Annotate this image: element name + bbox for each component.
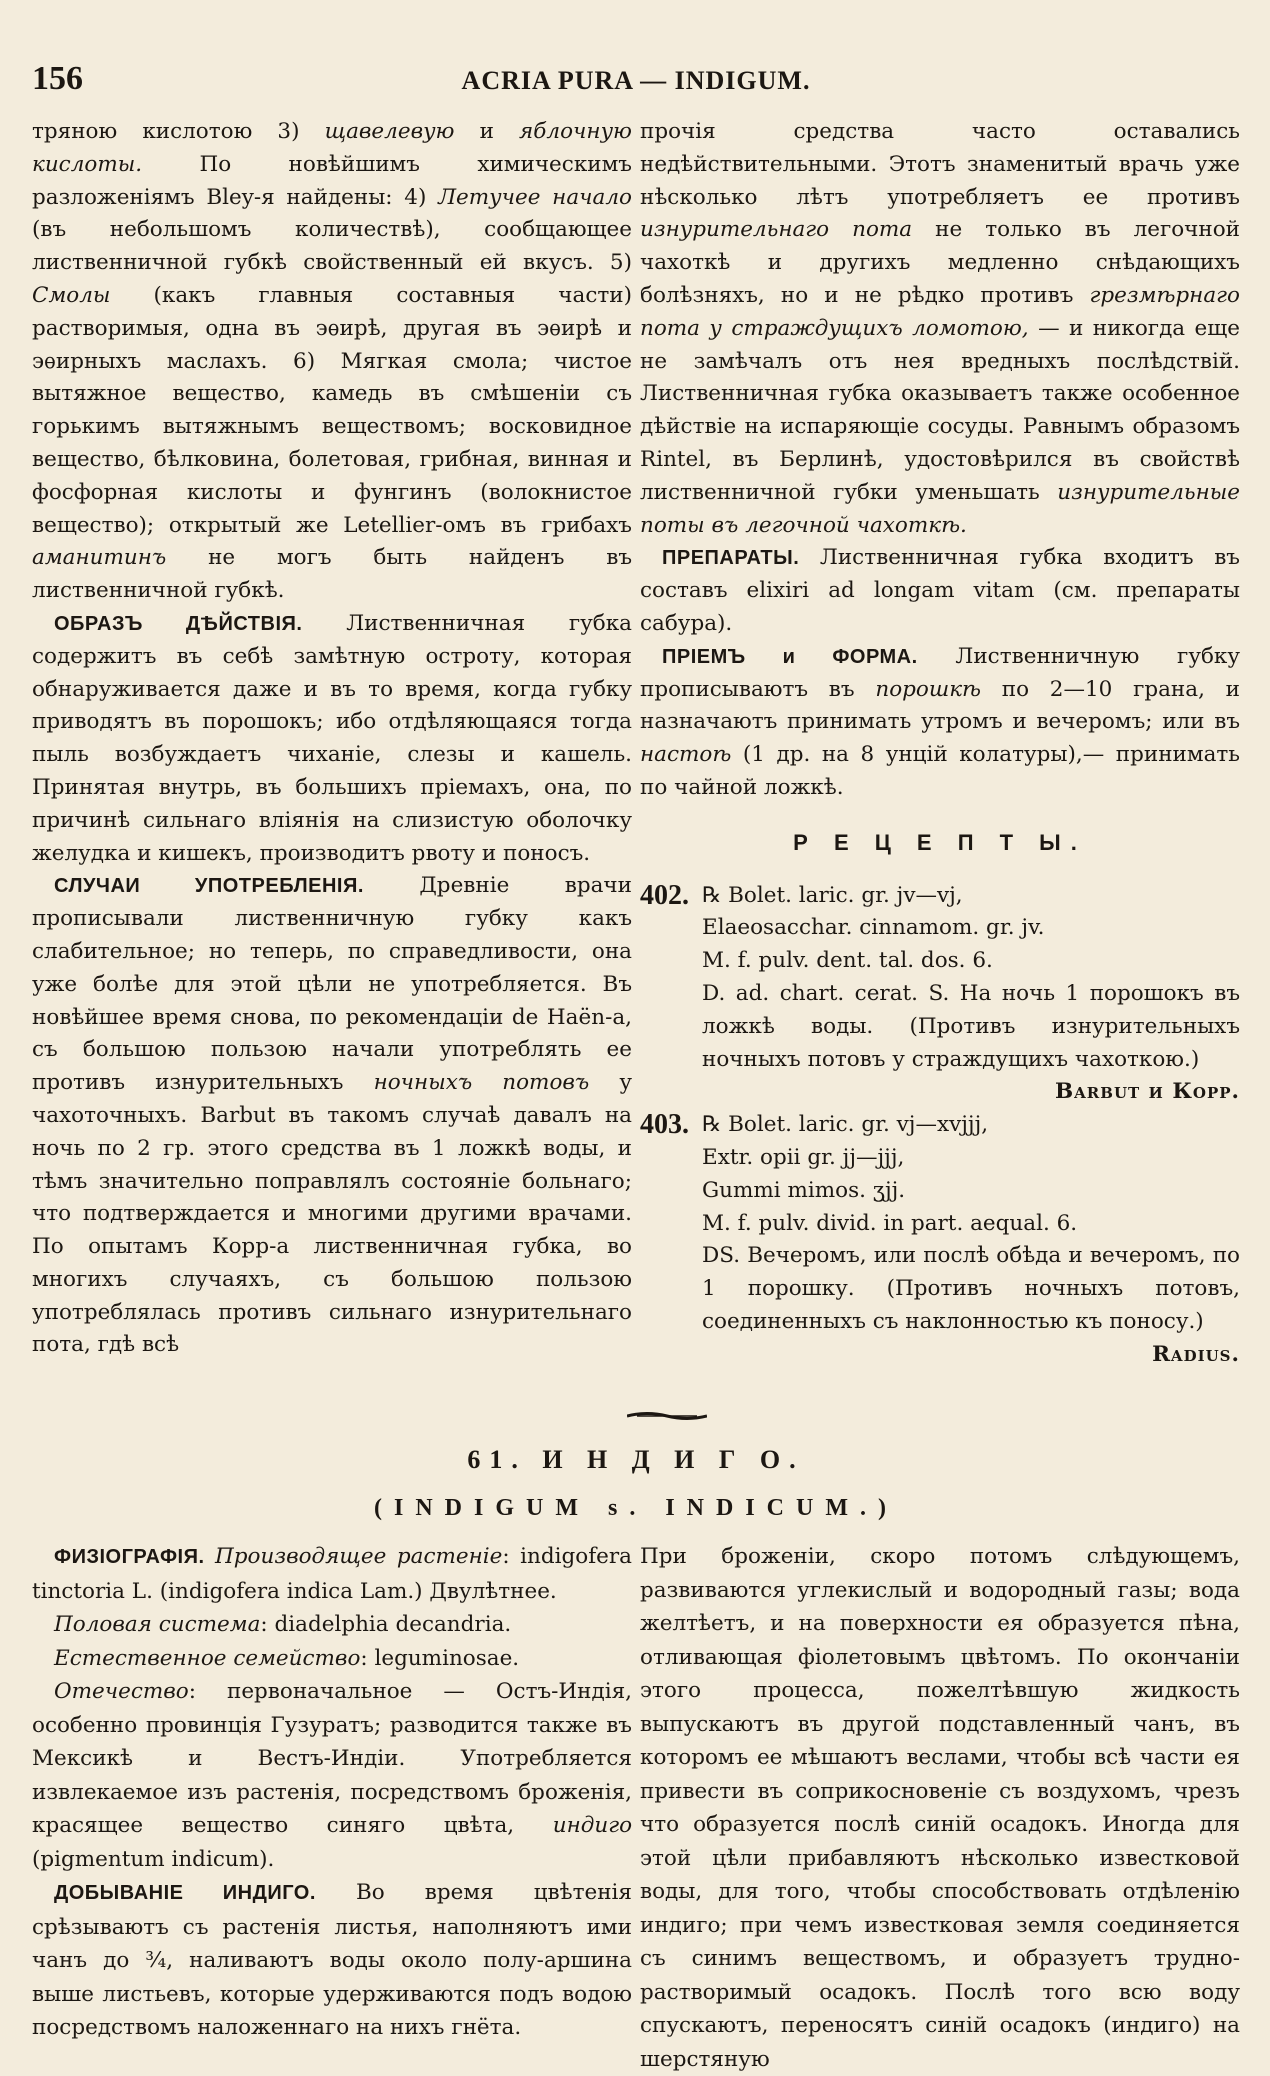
- polovaya-paragraph: [32, 1608, 632, 1642]
- recipe-line: DS. Вечеромъ, или послѣ обѣда и вечеромъ, по 1 порошку. (Противъ ночныхъ потовъ, соединенныхъ съ наклонностью къ поносу.): [702, 1243, 1240, 1334]
- running-head: ACRIA PURA — INDIGUM.: [461, 66, 811, 95]
- italic-label: Производящее растеніе: [215, 1544, 503, 1570]
- ornamental-divider: [32, 1399, 1240, 1439]
- italic-term: ночныхъ потовъ: [373, 1070, 590, 1096]
- divider-ornament-icon: [627, 1409, 707, 1423]
- text-run: не только въ легочной чахоткѣ и другихъ медленно снѣдающихъ болѣзняхъ, но и не рѣдко противъ: [640, 217, 1240, 308]
- lower-left-column: [32, 1540, 632, 2076]
- recipe-body: [702, 1109, 1240, 1371]
- section-heading: ДОБЫВАНІЕ ИНДИГО.: [54, 1882, 316, 1905]
- italic-label: Естественное семейство: [54, 1645, 361, 1671]
- text-run: При броженіи, скоро потомъ слѣдующемъ, развиваются углекислый и водородный газы; вода желтѣетъ, и на поверхности ея образуется пѣна, отливающая фіолетовымъ цвѣтомъ. По окончаніи этого процесса, пожелтѣвшую жидкость выпускаютъ въ другой подставленный чанъ, въ которомъ ее мѣшаютъ веслами, чтобы всѣ части ея привести въ соприкосновеніе съ воздухомъ, чрезъ что образуется послѣ синій осадокъ. Иногда для этой цѣли прибавляютъ нѣсколько известковой воды, для того, чтобы способствовать отдѣленію индиго; при чемъ известковая земля соединяется съ синимъ веществомъ, и образуетъ трудно-растворимый осадокъ. Послѣ того всю воду спускаютъ, переносятъ синій осадокъ (индиго) на шерстяную: [640, 1544, 1240, 2072]
- italic-term: индиго: [552, 1813, 633, 1839]
- italic-label: Половая система: [54, 1612, 261, 1638]
- text-run: прочія средства часто оставались недѣйствительными. Этотъ знаменитый врачь уже нѣсколько лѣтъ употребляетъ ее противъ: [640, 119, 1240, 210]
- section-heading: ОБРАЗЪ ДѢЙСТВІЯ.: [54, 612, 303, 635]
- italic-term: порошкѣ: [875, 676, 982, 702]
- text-run: не могъ быть найденъ въ лиственничной губкѣ.: [32, 545, 633, 604]
- recipe-line: Extr. opii gr. jj—jjj,: [702, 1144, 905, 1170]
- fizio-paragraph: [32, 1540, 632, 1608]
- recipe-author: Barbut и Корр.: [1054, 1079, 1240, 1105]
- text-run: (pigmentum indicum).: [32, 1846, 275, 1872]
- recipes-heading: Р Е Ц Е П Т Ы.: [793, 829, 1087, 855]
- text-run: и: [479, 119, 494, 144]
- text-run: : первоначальное — Остъ-Индія, особенно провинція Гузуратъ; разводится также въ Мексикѣ и Вестъ-Индіи. Употребляется извлекаемое изъ растенія, посредствомъ броженія, красящее вещество синяго цвѣта,: [32, 1679, 632, 1839]
- right-column: [640, 116, 1240, 1371]
- priem-paragraph: [640, 641, 1240, 805]
- recipe-number: 402.: [640, 879, 689, 911]
- text-run: По новѣйшимъ химическимъ разложеніямъ Bley-я найдены: 4): [32, 151, 632, 210]
- text-run: Лиственничная губка входитъ въ составъ elixiri ad longam vitam (см. препараты сабура).: [640, 545, 1240, 636]
- sluchai-paragraph: [32, 870, 632, 1362]
- recipe-403: [640, 1109, 1240, 1371]
- italic-term: Смолы: [32, 282, 111, 308]
- text-run: тряною кислотою 3): [32, 119, 300, 144]
- recipe-line: M. f. pulv. dent. tal. dos. 6.: [702, 948, 993, 974]
- recipe-line: D. ad. chart. cerat. S. На ночь 1 порошокъ въ ложкѣ воды. (Противъ изнурительныхъ ночныхъ потовъ у страждущихъ чахоткою.): [702, 980, 1240, 1072]
- italic-term: изнурительнаго пота: [640, 217, 913, 243]
- italic-term: яблочную кислоты.: [32, 119, 632, 177]
- recipe-number: 403.: [640, 1109, 689, 1141]
- recipe-author: Radius.: [1152, 1341, 1240, 1367]
- text-run: : leguminosae.: [360, 1645, 520, 1671]
- recipe-line: ℞ Bolet. laric. gr. vj—xvjjj,: [702, 1112, 989, 1138]
- upper-columns: [32, 116, 1240, 1371]
- intro-paragraph: [32, 116, 632, 608]
- italic-term: Летучее начало: [438, 184, 632, 210]
- text-run: : diadelphia decandria.: [260, 1612, 512, 1638]
- text-run: — и никогда еще не замѣчалъ отъ нея вредныхъ послѣдствій. Лиственничная губка оказываетъ также особенное дѣйствіе на испаряющіе сосуды. Равнымъ образомъ Rintel, въ Берлинѣ, удостовѣрился въ свойствѣ лиственничной губки уменьшать: [640, 315, 1240, 505]
- lower-right-column: [640, 1540, 1240, 2076]
- estest-paragraph: [32, 1642, 632, 1676]
- text-run: у чахоточныхъ. Barbut въ такомъ случаѣ давалъ на ночь по 2 гр. этого средства въ 1 ложкѣ воды, и тѣмъ значительно поправлялъ состояніе больнаго; что подтверждается и многими другими врачами. По опытамъ Корр-а лиственничная губка, во многихъ случаяхъ, съ большою пользою употреблялась противъ сильнаго изнурительнаго пота, гдѣ всѣ: [32, 1070, 632, 1358]
- section-heading: ФИЗІОГРАФІЯ.: [54, 1546, 205, 1569]
- left-column: [32, 116, 632, 1371]
- italic-term: настоѣ: [640, 742, 732, 768]
- section-subtitle: (INDIGUM s. INDICUM.): [374, 1495, 898, 1522]
- text-run: (какъ главныя составныя части) растворимыя, одна въ эѳирѣ, другая въ эѳирѣ и эѳирныхъ маслахъ. 6) Мягкая смола; чистое вытяжное вещество, камедь въ смѣшеніи съ горькимъ вытяжнымъ веществомъ; восковидное вещество, бѣлковина, болетовая, грибная, винная и фосфорная кислоты и фунгинъ (волокнистое вещество); открытый же Letellier-омъ въ грибахъ: [32, 282, 632, 538]
- page-number: 156: [32, 60, 83, 97]
- text-run: Лиственничную губку прописываютъ въ: [640, 643, 1240, 702]
- text-run: Во время цвѣтенія срѣзываютъ съ растенія листья, наполняютъ ими чанъ до ¾, наливаютъ воды около полу-аршина выше листьевъ, которые удерживаются подъ водою посредствомъ наложеннаго на нихъ гнёта.: [32, 1880, 632, 2041]
- dobyv-paragraph: [32, 1876, 632, 2045]
- text-run: Древніе врачи прописывали лиственничную губку какъ слабительное; но теперь, по справедливости, она уже болѣе для этой цѣли не употребляется. Въ новѣйшее время снова, по рекомендаціи de Haën-а, съ большою пользою начали употреблять ее противъ изнурительныхъ: [32, 873, 632, 1096]
- italic-term: изнурительные поты въ легочной чахоткѣ.: [640, 479, 1240, 538]
- section-heading: ПРЕПАРАТЫ.: [662, 547, 800, 570]
- recipe-line: Elaeosacchar. cinnamom. gr. jv.: [702, 915, 1045, 941]
- text-run: (1 др. на 8 унцій колатуры),— принимать по чайной ложкѣ.: [640, 742, 1240, 800]
- prep-paragraph: [640, 542, 1240, 640]
- fermentation-paragraph: [640, 1540, 1240, 2076]
- otech-paragraph: [32, 1675, 632, 1876]
- obraz-paragraph: [32, 608, 632, 870]
- recipe-body: [702, 880, 1240, 1110]
- page-header: [32, 52, 1240, 104]
- italic-term: грезмѣрнаго пота у страждущихъ ломотою,: [640, 282, 1240, 341]
- text-run: по 2—10 грана, и назначаютъ принимать утромъ и вечеромъ; или въ: [640, 676, 1240, 735]
- recipe-line: Gummi mimos. ʒjj.: [702, 1177, 906, 1203]
- recipe-line: ℞ Bolet. laric. gr. jv—vj,: [702, 882, 963, 908]
- lower-columns: [32, 1540, 1240, 2076]
- text-run: (въ небольшомъ количествѣ), сообщающее лиственничной губкѣ свойственный ей вкусъ. 5): [32, 217, 632, 276]
- italic-term: щавелевую: [324, 119, 455, 144]
- italic-label: Отечество: [54, 1679, 189, 1705]
- text-run: Лиственничная губка содержитъ въ себѣ замѣтную остроту, которая обнаруживается даже и въ то время, когда губку приводятъ въ порошокъ; ибо отдѣляющаяся тогда пыль возбуждаетъ чиханіе, слезы и кашель. Принятая внутрь, въ большихъ пріемахъ, она, по причинѣ сильнаго вліянія на слизистую оболочку желудка и кишекъ, производитъ рвоту и поносъ.: [32, 610, 632, 866]
- recipe-402: [640, 880, 1240, 1110]
- recipe-line: M. f. pulv. divid. in part. aequal. 6.: [702, 1210, 1078, 1236]
- text-run: : indigofera tinctoria L. (indigofera indica Lam.) Двулѣтнее.: [32, 1544, 632, 1604]
- section-title: 61. И Н Д И Г О.: [467, 1445, 805, 1475]
- italic-term: аманитинъ: [32, 545, 167, 571]
- section-heading: СЛУЧАИ УПОТРЕБЛЕНІЯ.: [54, 875, 364, 898]
- continuation-paragraph: [640, 116, 1240, 542]
- section-heading: ПРІЕМЪ и ФОРМА.: [662, 645, 918, 668]
